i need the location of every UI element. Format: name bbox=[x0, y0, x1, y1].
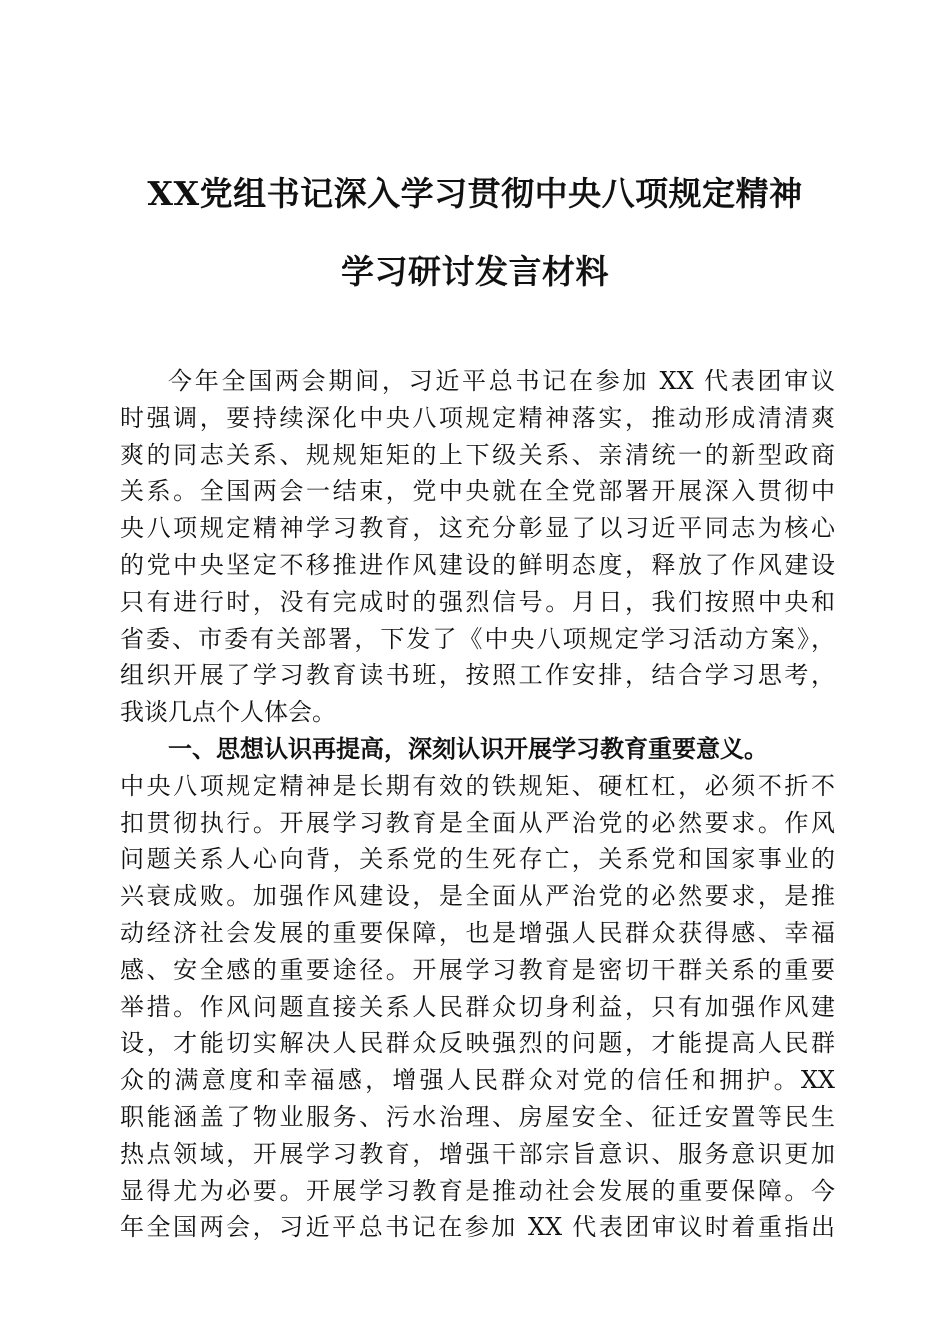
section-1-paragraph-line: 扣贯彻执行。开展学习教育是全面从严治党的必然要求。作风 bbox=[120, 808, 835, 837]
intro-paragraph-line: 央八项规定精神学习教育，这充分彰显了以习近平同志为核心 bbox=[120, 514, 835, 543]
intro-paragraph-line: 的党中央坚定不移推进作风建设的鲜明态度，释放了作风建设 bbox=[120, 550, 835, 579]
section-1-paragraph-line: 中央八项规定精神是长期有效的铁规矩、硬杠杠，必须不折不 bbox=[120, 771, 835, 800]
intro-paragraph-line: 省委、市委有关部署，下发了《中央八项规定学习活动方案》， bbox=[120, 624, 835, 653]
intro-paragraph-line: 时强调，要持续深化中央八项规定精神落实，推动形成清清爽 bbox=[120, 403, 835, 432]
section-1-paragraph-line: 问题关系人心向背，关系党的生死存亡，关系党和国家事业的 bbox=[120, 845, 835, 874]
section-1-paragraph-line: 兴衰成败。加强作风建设，是全面从严治党的必然要求，是推 bbox=[120, 882, 835, 911]
intro-paragraph-line: 今年全国两会期间，习近平总书记在参加 XX 代表团审议 bbox=[168, 367, 835, 395]
section-1-paragraph-line: 显得尤为必要。开展学习教育是推动社会发展的重要保障。今 bbox=[120, 1176, 835, 1205]
intro-paragraph-line: 爽的同志关系、规规矩矩的上下级关系、亲清统一的新型政商 bbox=[120, 440, 835, 469]
section-1-paragraph-line: 众的满意度和幸福感，增强人民群众对党的信任和拥护。XX bbox=[120, 1066, 835, 1095]
section-1-paragraph-line: 设，才能切实解决人民群众反映强烈的问题，才能提高人民群 bbox=[120, 1029, 835, 1058]
intro-paragraph-line: 我谈几点个人体会。 bbox=[120, 698, 336, 727]
section-1-paragraph-line: 感、安全感的重要途径。开展学习教育是密切干群关系的重要 bbox=[120, 955, 835, 984]
section-1-paragraph-line: 年全国两会，习近平总书记在参加 XX 代表团审议时着重指出 bbox=[120, 1213, 835, 1242]
section-1-paragraph-line: 职能涵盖了物业服务、污水治理、房屋安全、征迁安置等民生 bbox=[120, 1102, 835, 1131]
section-1-paragraph-line: 动经济社会发展的重要保障，也是增强人民群众获得感、幸福 bbox=[120, 918, 835, 947]
section-1-paragraph-line: 举措。作风问题直接关系人民群众切身利益，只有加强作风建 bbox=[120, 992, 835, 1021]
section-1-paragraph-line: 热点领域，开展学习教育，增强干部宗旨意识、服务意识更加 bbox=[120, 1139, 835, 1168]
document-title-line-2: 学习研讨发言材料 bbox=[341, 252, 609, 291]
intro-paragraph-line: 组织开展了学习教育读书班，按照工作安排，结合学习思考， bbox=[120, 661, 835, 690]
section-1-heading: 一、思想认识再提高，深刻认识开展学习教育重要意义。 bbox=[168, 733, 768, 763]
intro-paragraph-line: 只有进行时，没有完成时的强烈信号。月日，我们按照中央和 bbox=[120, 587, 835, 616]
document-title-line-1: XX党组书记深入学习贯彻中央八项规定精神 bbox=[147, 174, 803, 213]
document-body bbox=[120, 363, 835, 1246]
intro-paragraph-line: 关系。全国两会一结束，党中央就在全党部署开展深入贯彻中 bbox=[120, 477, 835, 506]
